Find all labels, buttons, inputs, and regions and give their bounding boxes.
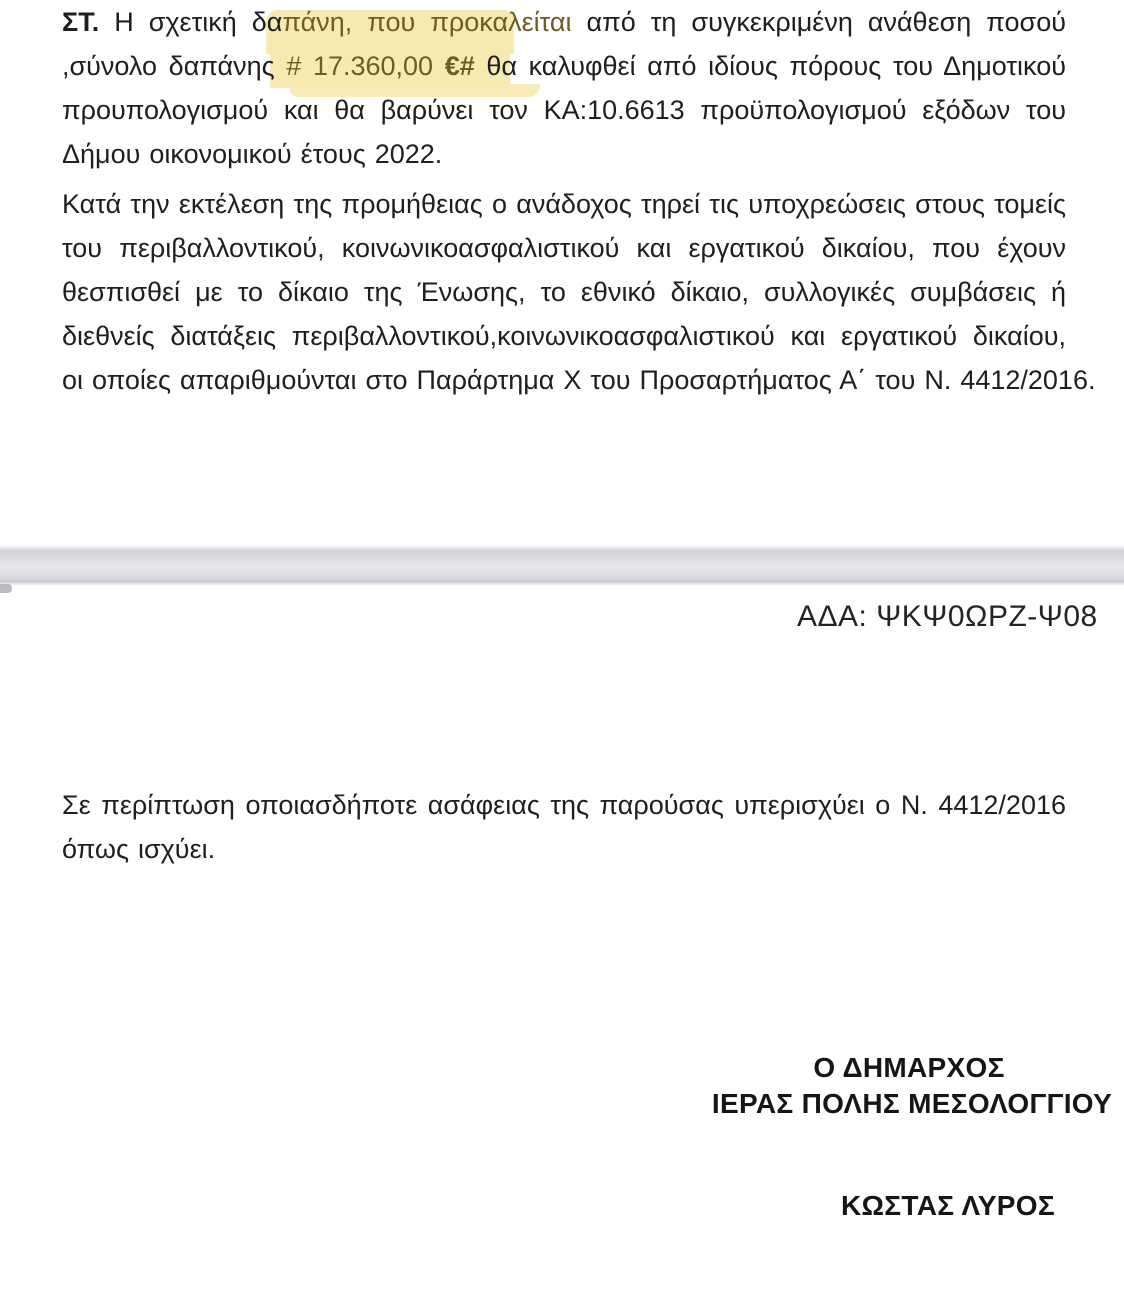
text-line: του περιβαλλοντικού, κοινωνικοασφαλιστικού και εργατικού δικαίου, που έχουν [62,233,1066,263]
signature-municipality: ΙΕΡΑΣ ΠΟΛΗΣ ΜΕΣΟΛΟΓΓΙΟΥ [711,1088,1113,1119]
text-segment: ,σύνολο δαπάνης [62,51,287,81]
page-edge-notch [0,584,12,593]
text-segment: θα καλυφθεί από ιδίους πόρους του Δημοτικού [474,51,1066,81]
text-line [62,44,1066,88]
text-line [62,0,1066,44]
highlighted-currency-mark: €# [444,51,475,81]
page-break-band [0,545,1124,586]
text-line: οι οποίες απαριθμούνται στο Παράρτημα Χ του Προσαρτήματος Α΄ του Ν. 4412/2016. [62,365,1096,395]
text-line: όπως ισχύει. [62,834,216,864]
paragraph-ambiguity-clause [62,783,1066,871]
text-line: θεσπισθεί με το δίκαιο της Ένωσης, το εθνικό δίκαιο, συλλογικές συμβάσεις ή [62,277,1066,307]
paragraph-expense [62,0,1066,176]
text-line: Δήμου οικονομικού έτους 2022. [62,139,443,169]
ada-reference: ΑΔΑ: ΨΚΨ0ΩΡΖ-Ψ08 [797,600,1098,633]
section-label: ΣΤ. [62,7,100,37]
text-segment: από τη συγκεκριμένη ανάθεση ποσού [571,7,1066,37]
text-line: Κατά την εκτέλεση της προμήθειας ο ανάδοχος τηρεί τις υποχρεώσεις στους τομείς [62,189,1066,219]
highlighted-text: πάνη, που προκαλείται [282,7,572,37]
text-segment: Η σχετική δα [99,7,283,37]
text-line: Σε περίπτωση οποιασδήποτε ασάφειας της παρούσας υπερισχύει ο Ν. 4412/2016 [62,790,1066,820]
text-line: διεθνείς διατάξεις περιβαλλοντικού,κοινωνικοασφαλιστικού και εργατικού δικαίου, [62,321,1066,351]
signature-name: ΚΩΣΤΑΣ ΛΥΡΟΣ [841,1190,1055,1221]
text-line: προυπολογισμού και θα βαρύνει τον ΚΑ:10.6613 προϋπολογισμού εξόδων του [62,95,1066,125]
signature-title: Ο ΔΗΜΑΡΧΟΣ [813,1052,1005,1083]
paragraph-obligations [62,182,1096,402]
highlighted-amount: # 17.360,00 [286,51,445,81]
